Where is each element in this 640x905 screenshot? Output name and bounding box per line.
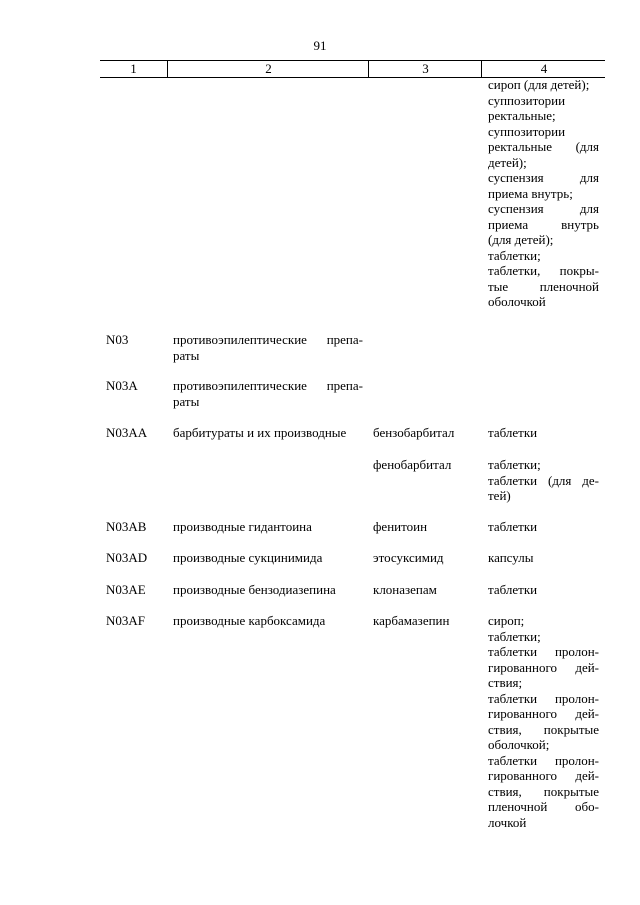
form-line: пленочной обо- — [488, 799, 599, 814]
form-line: детей); — [488, 154, 527, 170]
form-line: суппозитории — [488, 123, 566, 139]
atc-code: N03AB — [106, 519, 147, 534]
atc-code: N03AE — [106, 582, 146, 597]
drug-name: клоназепам — [373, 582, 437, 597]
form-line: таблетки пролон- — [488, 690, 599, 706]
form-line: ректальные (для — [488, 139, 599, 154]
atc-group — [173, 550, 363, 566]
form-line: таблетки; — [488, 457, 541, 472]
page-number: 91 — [313, 38, 327, 53]
form-line: тей) — [488, 488, 511, 503]
group-line: раты — [173, 347, 200, 363]
form-line: лочкой — [488, 814, 527, 830]
form-line: тые пленочной — [488, 278, 599, 294]
header-col-4: 4 — [481, 61, 606, 77]
form-line: ректальные; — [488, 108, 556, 123]
header-col-2: 2 — [167, 61, 369, 77]
table-header — [100, 60, 605, 78]
form-line: таблетки, покры- — [488, 263, 599, 278]
form-line: суспензия для — [488, 201, 599, 216]
form-line: оболочкой — [488, 294, 546, 309]
continuation-forms — [488, 77, 599, 310]
form-line: гированного дей- — [488, 706, 599, 721]
header-col-3: 3 — [368, 61, 482, 77]
form-line: сироп; — [488, 613, 525, 628]
atc-group — [173, 332, 363, 363]
drug-name: этосуксимид — [373, 550, 444, 565]
form-line: таблетки — [488, 582, 538, 597]
dosage-forms — [488, 457, 599, 504]
atc-code: N03A — [106, 378, 138, 393]
form-line: (для детей); — [488, 232, 554, 247]
form-line: капсулы — [488, 550, 534, 565]
dosage-forms — [488, 519, 599, 535]
form-line: суппозитории — [488, 92, 566, 108]
atc-code: N03AF — [106, 613, 146, 628]
atc-code: N03 — [106, 332, 129, 347]
group-line: производные бензодиазепина — [173, 582, 336, 597]
form-line: сироп (для детей); — [488, 77, 590, 92]
dosage-forms — [488, 425, 599, 441]
drug-name: карбамазепин — [373, 613, 450, 628]
form-line: оболочкой; — [488, 737, 550, 752]
form-line: таблетки пролон- — [488, 752, 599, 768]
group-line: производные карбоксамида — [173, 613, 326, 628]
drug-name: фенитоин — [373, 519, 428, 534]
form-line: таблетки — [488, 425, 538, 440]
group-line: раты — [173, 393, 200, 409]
drug-name: фенобарбитал — [373, 457, 452, 472]
atc-group — [173, 378, 363, 409]
dosage-forms — [488, 613, 599, 830]
form-line: ствия; — [488, 675, 523, 690]
form-line: таблетки пролон- — [488, 644, 599, 659]
atc-group — [173, 582, 363, 598]
form-line: приема внутрь — [488, 216, 599, 232]
atc-group — [173, 613, 363, 629]
atc-group — [173, 425, 363, 441]
drug-name: бензобарбитал — [373, 425, 455, 440]
form-line: суспензия для — [488, 170, 599, 185]
form-line: гированного дей- — [488, 659, 599, 675]
dosage-forms — [488, 550, 599, 566]
form-line: гированного дей- — [488, 768, 599, 783]
dosage-forms — [488, 582, 599, 598]
group-line: производные гидантоина — [173, 519, 312, 534]
form-line: ствия, покрытые — [488, 783, 599, 799]
atc-group — [173, 519, 363, 535]
form-line: ствия, покрытые — [488, 721, 599, 737]
form-line: таблетки; — [488, 628, 541, 644]
form-line: таблетки; — [488, 247, 541, 263]
header-col-1: 1 — [130, 61, 137, 76]
form-line: таблетки (для де- — [488, 472, 599, 488]
group-line: противоэпилептические препа- — [173, 378, 363, 393]
group-line: барбитураты и их производные — [173, 425, 347, 440]
group-line: производные сукцинимида — [173, 550, 323, 565]
atc-code: N03AA — [106, 425, 148, 440]
form-line: таблетки — [488, 519, 538, 534]
group-line: противоэпилептические препа- — [173, 332, 363, 347]
form-line: приема внутрь; — [488, 185, 573, 201]
atc-code: N03AD — [106, 550, 148, 565]
